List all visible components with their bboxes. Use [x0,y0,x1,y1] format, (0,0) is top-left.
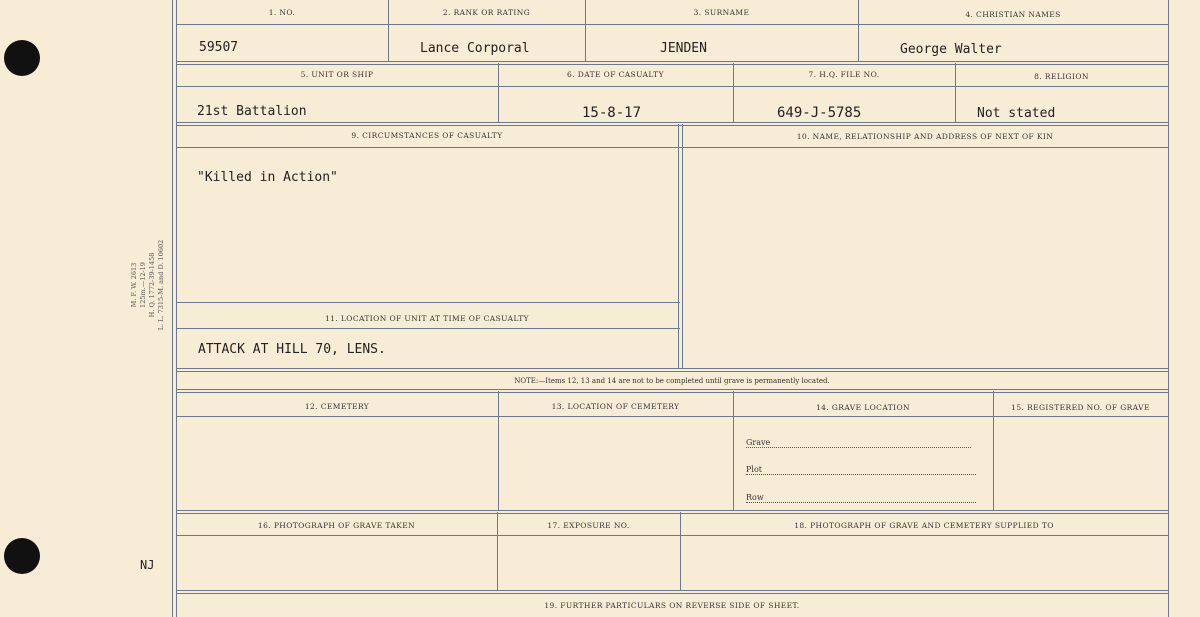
label-photo-supplied: 18. PHOTOGRAPH OF GRAVE AND CEMETERY SUPPLIED TO [794,521,1054,530]
plot-line [746,465,976,475]
further-particulars: 19. FURTHER PARTICULARS ON REVERSE SIDE OF SHEET. [544,601,800,610]
punch-hole-top [4,40,40,76]
label-circumstances: 9. CIRCUMSTANCES OF CASUALTY [351,131,503,140]
label-grave-location: 14. GRAVE LOCATION [815,403,911,412]
initials: NJ [140,558,155,572]
value-hq-file: 649-J-5785 [777,105,862,121]
value-rank: Lance Corporal [420,41,530,56]
grave-line [746,438,971,448]
value-circumstances: "Killed in Action" [197,170,338,185]
print-line: H. Q. 1772-39-1458 [148,252,156,318]
value-date: 15-8-17 [582,105,642,121]
label-location-of-unit: 11. LOCATION OF UNIT AT TIME OF CASUALTY [325,314,529,323]
print-line: 125m.—12-19 [139,262,147,308]
label-christian-names: 4. CHRISTIAN NAMES [965,10,1061,19]
label-date: 6. DATE OF CASUALTY [567,70,664,79]
label-exposure: 17. EXPOSURE NO. [547,521,630,530]
label-religion: 8. RELIGION [1034,72,1089,81]
row-line [746,493,976,503]
value-christian-names: George Walter [900,42,1002,57]
plot-label: Plot [746,465,762,474]
printer-marks [130,225,166,345]
punch-hole-bottom [4,538,40,574]
label-registered-no: 15. REGISTERED NO. OF GRAVE [1011,403,1150,412]
value-location-of-unit: ATTACK AT HILL 70, LENS. [198,342,386,357]
label-hq-file: 7. H.Q. FILE NO. [808,70,880,79]
label-no: 1. NO. [268,8,296,17]
label-surname: 3. SURNAME [693,8,750,17]
label-photo-taken: 16. PHOTOGRAPH OF GRAVE TAKEN [257,521,416,530]
note: NOTE:—Items 12, 13 and 14 are not to be completed until grave is permanently located. [514,377,830,385]
label-unit: 5. UNIT OR SHIP [300,70,374,79]
print-line: M. F. W. 2613 [130,262,138,308]
row-label: Row [746,493,764,502]
label-cemetery: 12. CEMETERY [304,402,370,411]
value-unit: 21st Battalion [197,104,307,119]
label-rank: 2. RANK OR RATING [442,8,531,17]
grave-label: Grave [746,438,771,447]
value-religion: Not stated [977,106,1056,121]
value-no: 59507 [199,40,239,55]
value-surname: JENDEN [660,41,707,56]
print-line: L. L. 7315-M. and D. 10602 [157,239,165,331]
label-cemetery-location: 13. LOCATION OF CEMETERY [551,402,680,411]
label-next-of-kin: 10. NAME, RELATIONSHIP AND ADDRESS OF NEXT OF KIN [796,132,1054,141]
